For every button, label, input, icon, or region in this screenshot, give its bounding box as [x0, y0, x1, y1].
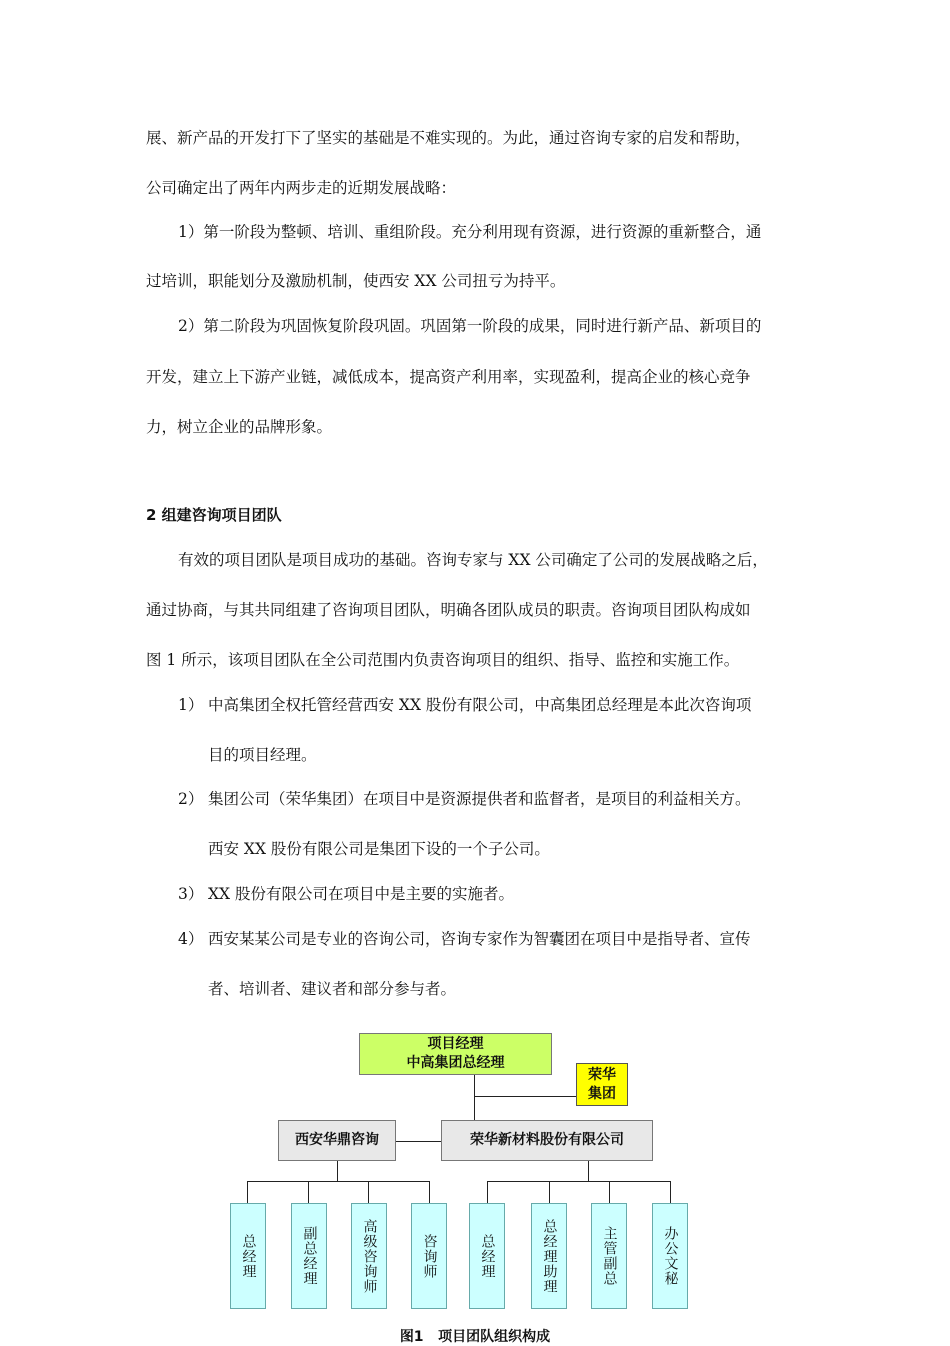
paragraph-line: 过培训，职能划分及激励机制，使西安 XX 公司扭亏为持平。	[146, 272, 566, 290]
company-box	[441, 1120, 653, 1161]
role-label: 咨询师	[421, 1233, 438, 1279]
list-item-line: 中高集团全权托管经营西安 XX 股份有限公司，中高集团总经理是本此次咨询项	[208, 696, 752, 714]
figure-caption: 图1 项目团队组织构成	[399, 1329, 551, 1345]
company-role-box	[591, 1203, 627, 1309]
list-item-line: 西安某某公司是专业的咨询公司，咨询专家作为智囊团在项目中是指导者、宣传	[208, 930, 751, 948]
list-number: 3）	[178, 885, 204, 903]
connector	[474, 1096, 576, 1097]
consult-role-box	[351, 1203, 387, 1309]
role-label: 办公文秘	[662, 1226, 679, 1286]
connector	[247, 1181, 430, 1182]
project-manager-subtitle: 中高集团总经理	[406, 1055, 505, 1071]
paragraph-line: 展、新产品的开发打下了坚实的基础是不难实现的。为此，通过咨询专家的启发和帮助，	[146, 129, 751, 147]
connector	[474, 1075, 475, 1120]
paragraph-line: 开发，建立上下游产业链，减低成本，提高资产利用率，实现盈利，提高企业的核心竞争	[146, 368, 751, 386]
section-heading: 2 组建咨询项目团队	[146, 506, 282, 524]
role-label: 总经理	[479, 1233, 496, 1279]
list-item-line: 集团公司（荣华集团）在项目中是资源提供者和监督者，是项目的利益相关方。	[208, 790, 751, 808]
role-label: 高级咨询师	[361, 1218, 378, 1294]
list-item-line: 者、培训者、建议者和部分参与者。	[208, 980, 457, 998]
connector	[396, 1141, 442, 1142]
connector	[308, 1181, 309, 1203]
company-label: 荣华新材料股份有限公司	[470, 1132, 624, 1148]
paragraph-line: 2）第二阶段为巩固恢复阶段巩固。巩固第一阶段的成果，同时进行新产品、新项目的	[178, 317, 762, 335]
paragraph-line: 力，树立企业的品牌形象。	[146, 418, 333, 436]
connector	[487, 1181, 671, 1182]
paragraph-line: 通过协商，与其共同组建了咨询项目团队，明确各团队成员的职责。咨询项目团队构成如	[146, 601, 751, 619]
list-number: 1）	[178, 696, 204, 714]
list-item-line: XX 股份有限公司在项目中是主要的实施者。	[208, 885, 514, 903]
role-label: 总经理	[240, 1233, 257, 1279]
connector	[609, 1181, 610, 1203]
connector	[368, 1181, 369, 1203]
list-number: 4）	[178, 930, 204, 948]
company-role-box	[652, 1203, 688, 1309]
role-label: 总经理助理	[541, 1218, 558, 1294]
connector	[429, 1181, 430, 1203]
project-manager-title: 项目经理	[427, 1036, 484, 1052]
list-number: 2）	[178, 790, 204, 808]
consult-role-box	[291, 1203, 327, 1309]
project-manager-box	[359, 1033, 552, 1075]
ronghua-group-label: 集团	[588, 1085, 616, 1102]
consult-role-box	[230, 1203, 266, 1309]
paragraph-line: 1）第一阶段为整顿、培训、重组阶段。充分利用现有资源，进行资源的重新整合，通	[178, 223, 762, 241]
connector	[670, 1181, 671, 1203]
connector	[247, 1181, 248, 1203]
ronghua-group-label: 荣华	[588, 1066, 616, 1083]
role-label: 主管副总	[601, 1226, 618, 1286]
role-label: 副总经理	[301, 1226, 318, 1286]
list-item-line: 目的项目经理。	[208, 746, 317, 764]
connector	[549, 1181, 550, 1203]
connector	[588, 1161, 589, 1182]
paragraph-line: 有效的项目团队是项目成功的基础。咨询专家与 XX 公司确定了公司的发展战略之后，	[178, 551, 768, 569]
connector	[487, 1181, 488, 1203]
paragraph-line: 公司确定出了两年内两步走的近期发展战略：	[146, 179, 457, 197]
list-item-line: 西安 XX 股份有限公司是集团下设的一个子公司。	[208, 840, 550, 858]
consulting-firm-box	[278, 1120, 396, 1161]
company-role-box	[469, 1203, 505, 1309]
consult-role-box	[411, 1203, 447, 1309]
consulting-firm-label: 西安华鼎咨询	[295, 1132, 379, 1148]
paragraph-line: 图 1 所示，该项目团队在全公司范围内负责咨询项目的组织、指导、监控和实施工作。	[146, 651, 740, 669]
company-role-box	[531, 1203, 567, 1309]
ronghua-group-box	[576, 1063, 628, 1106]
connector	[337, 1161, 338, 1182]
